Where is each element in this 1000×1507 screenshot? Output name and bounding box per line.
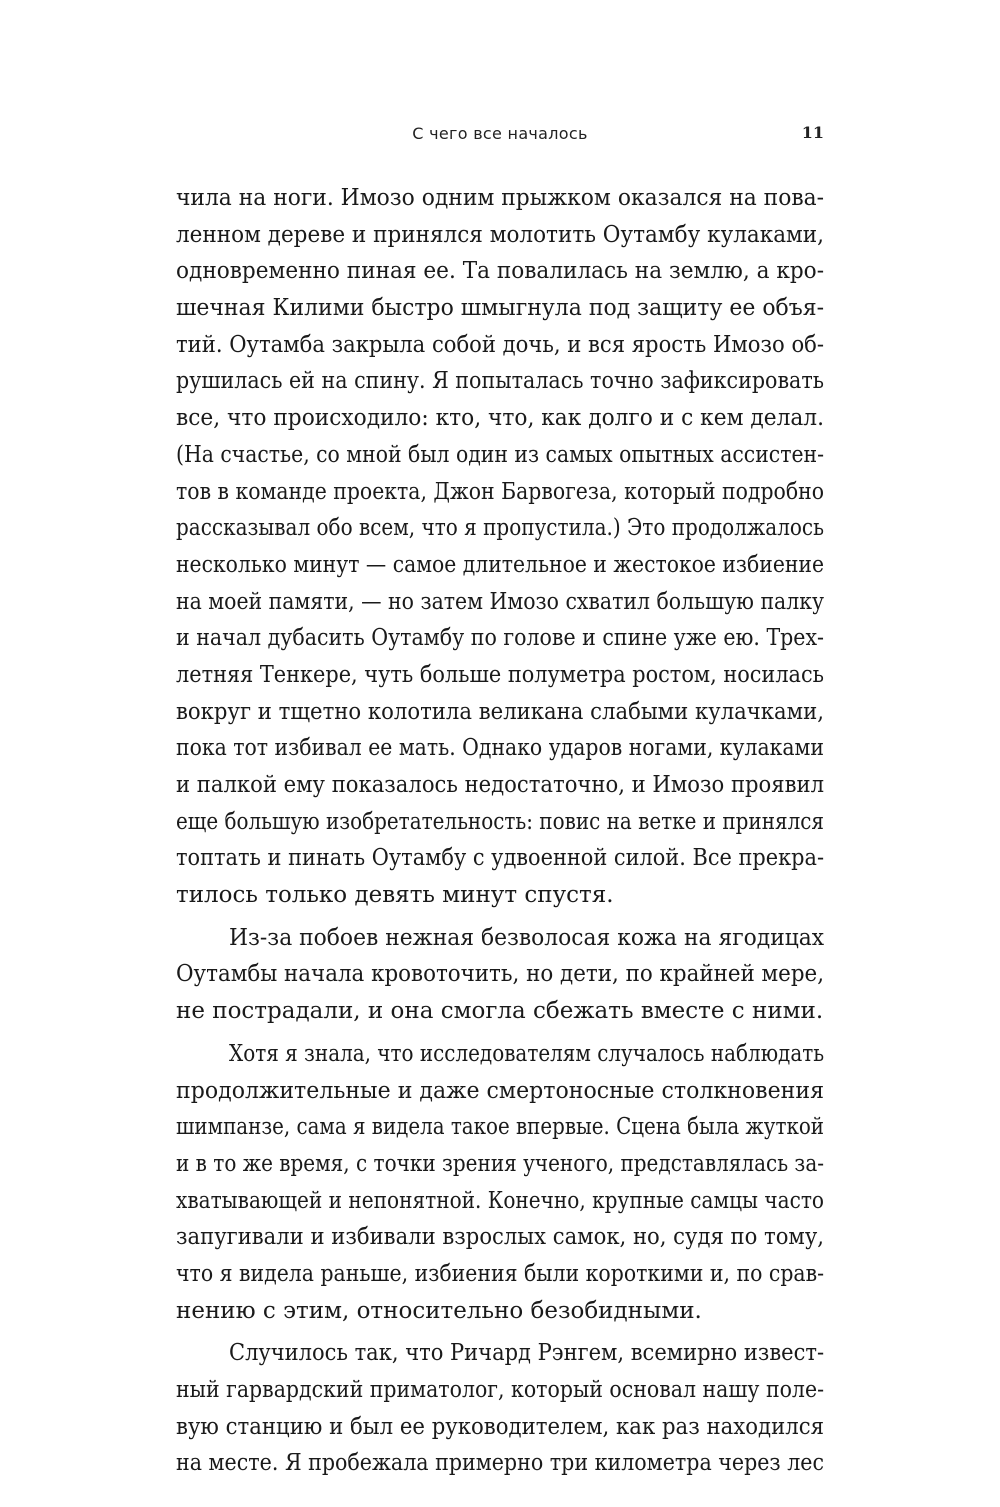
- text-line: чила на ноги. Имозо одним прыжком оказался на пова-: [176, 185, 824, 211]
- text-line: шимпанзе, сама я видела такое впервые. Сцена была жуткой: [176, 1114, 824, 1141]
- text-line: нению с этим, относительно безобидными.: [176, 1297, 702, 1324]
- running-head: [176, 124, 824, 152]
- paragraph: [176, 1036, 824, 1330]
- text-line: тилось только девять минут спустя.: [176, 882, 614, 909]
- text-line: и начал дубасить Оутамбу по голове и спине уже ею. Трех-: [176, 625, 824, 652]
- page-number: 11: [801, 123, 824, 142]
- text-line: одновременно пиная ее. Та повалилась на землю, а кро-: [176, 258, 824, 285]
- paragraph: [176, 180, 824, 914]
- text-line: несколько минут — самое длительное и жестокое избиение: [176, 551, 824, 578]
- text-line: (На счастье, со мной был один из самых опытных ассистен-: [176, 441, 824, 468]
- text-line: хватывающей и непонятной. Конечно, крупные самцы часто: [176, 1187, 824, 1214]
- text-line: ный гарвардский приматолог, который основал нашу поле-: [176, 1377, 824, 1403]
- text-line: вую станцию и был ее руководителем, как раз находился: [176, 1413, 824, 1440]
- text-line: тий. Оутамба закрыла собой дочь, и вся ярость Имозо об-: [176, 331, 824, 358]
- text-line: летняя Тенкере, чуть больше полуметра ростом, носилась: [176, 661, 824, 688]
- text-line: и в то же время, с точки зрения ученого, представлялась за-: [176, 1150, 824, 1177]
- text-line: Оутамбы начала кровоточить, но дети, по крайней мере,: [176, 961, 824, 988]
- text-line: топтать и пинать Оутамбу с удвоенной силой. Все прекра-: [176, 845, 824, 872]
- text-line: ленном дереве и принялся молотить Оутамбу кулаками,: [176, 221, 824, 248]
- body-text: [176, 180, 824, 1482]
- text-line: на моей памяти, — но затем Имозо схватил большую палку: [176, 588, 824, 615]
- text-line: шечная Килими быстро шмыгнула под защиту ее объя-: [176, 295, 824, 322]
- paragraph: [176, 920, 824, 1030]
- text-line: продолжительные и даже смертоносные столкновения: [176, 1077, 824, 1104]
- text-line: рушилась ей на спину. Я попыталась точно зафиксировать: [176, 368, 824, 395]
- text-line: Из-за побоев нежная безволосая кожа на ягодицах: [228, 924, 824, 951]
- text-line: что я видела раньше, избиения были короткими и, по срав-: [176, 1260, 824, 1287]
- chapter-title: С чего все началось: [412, 124, 588, 143]
- text-line: запугивали и избивали взрослых самок, но, судя по тому,: [176, 1224, 824, 1251]
- text-line: рассказывал обо всем, что я пропустила.) Это продолжалось: [176, 515, 824, 542]
- text-line: пока тот избивал ее мать. Однако ударов ногами, кулаками: [176, 735, 824, 762]
- text-line: тов в команде проекта, Джон Барвогеза, который подробно: [176, 478, 824, 505]
- text-line: еще большую изобретательность: повис на ветке и принялся: [176, 808, 824, 835]
- text-line: и палкой ему показалось недостаточно, и Имозо проявил: [176, 772, 824, 798]
- text-line: Случилось так, что Ричард Рэнгем, всемирно извест-: [228, 1340, 824, 1367]
- text-line: Хотя я знала, что исследователям случалось наблюдать: [228, 1040, 824, 1067]
- paragraph: [176, 1335, 824, 1482]
- text-line: вокруг и тщетно колотила великана слабыми кулачками,: [176, 698, 824, 725]
- text-line: все, что происходило: кто, что, как долго и с кем делал.: [176, 405, 824, 432]
- text-line: не пострадали, и она смогла сбежать вместе с ними.: [176, 998, 824, 1025]
- text-line: на месте. Я пробежала примерно три километра через лес: [176, 1450, 824, 1477]
